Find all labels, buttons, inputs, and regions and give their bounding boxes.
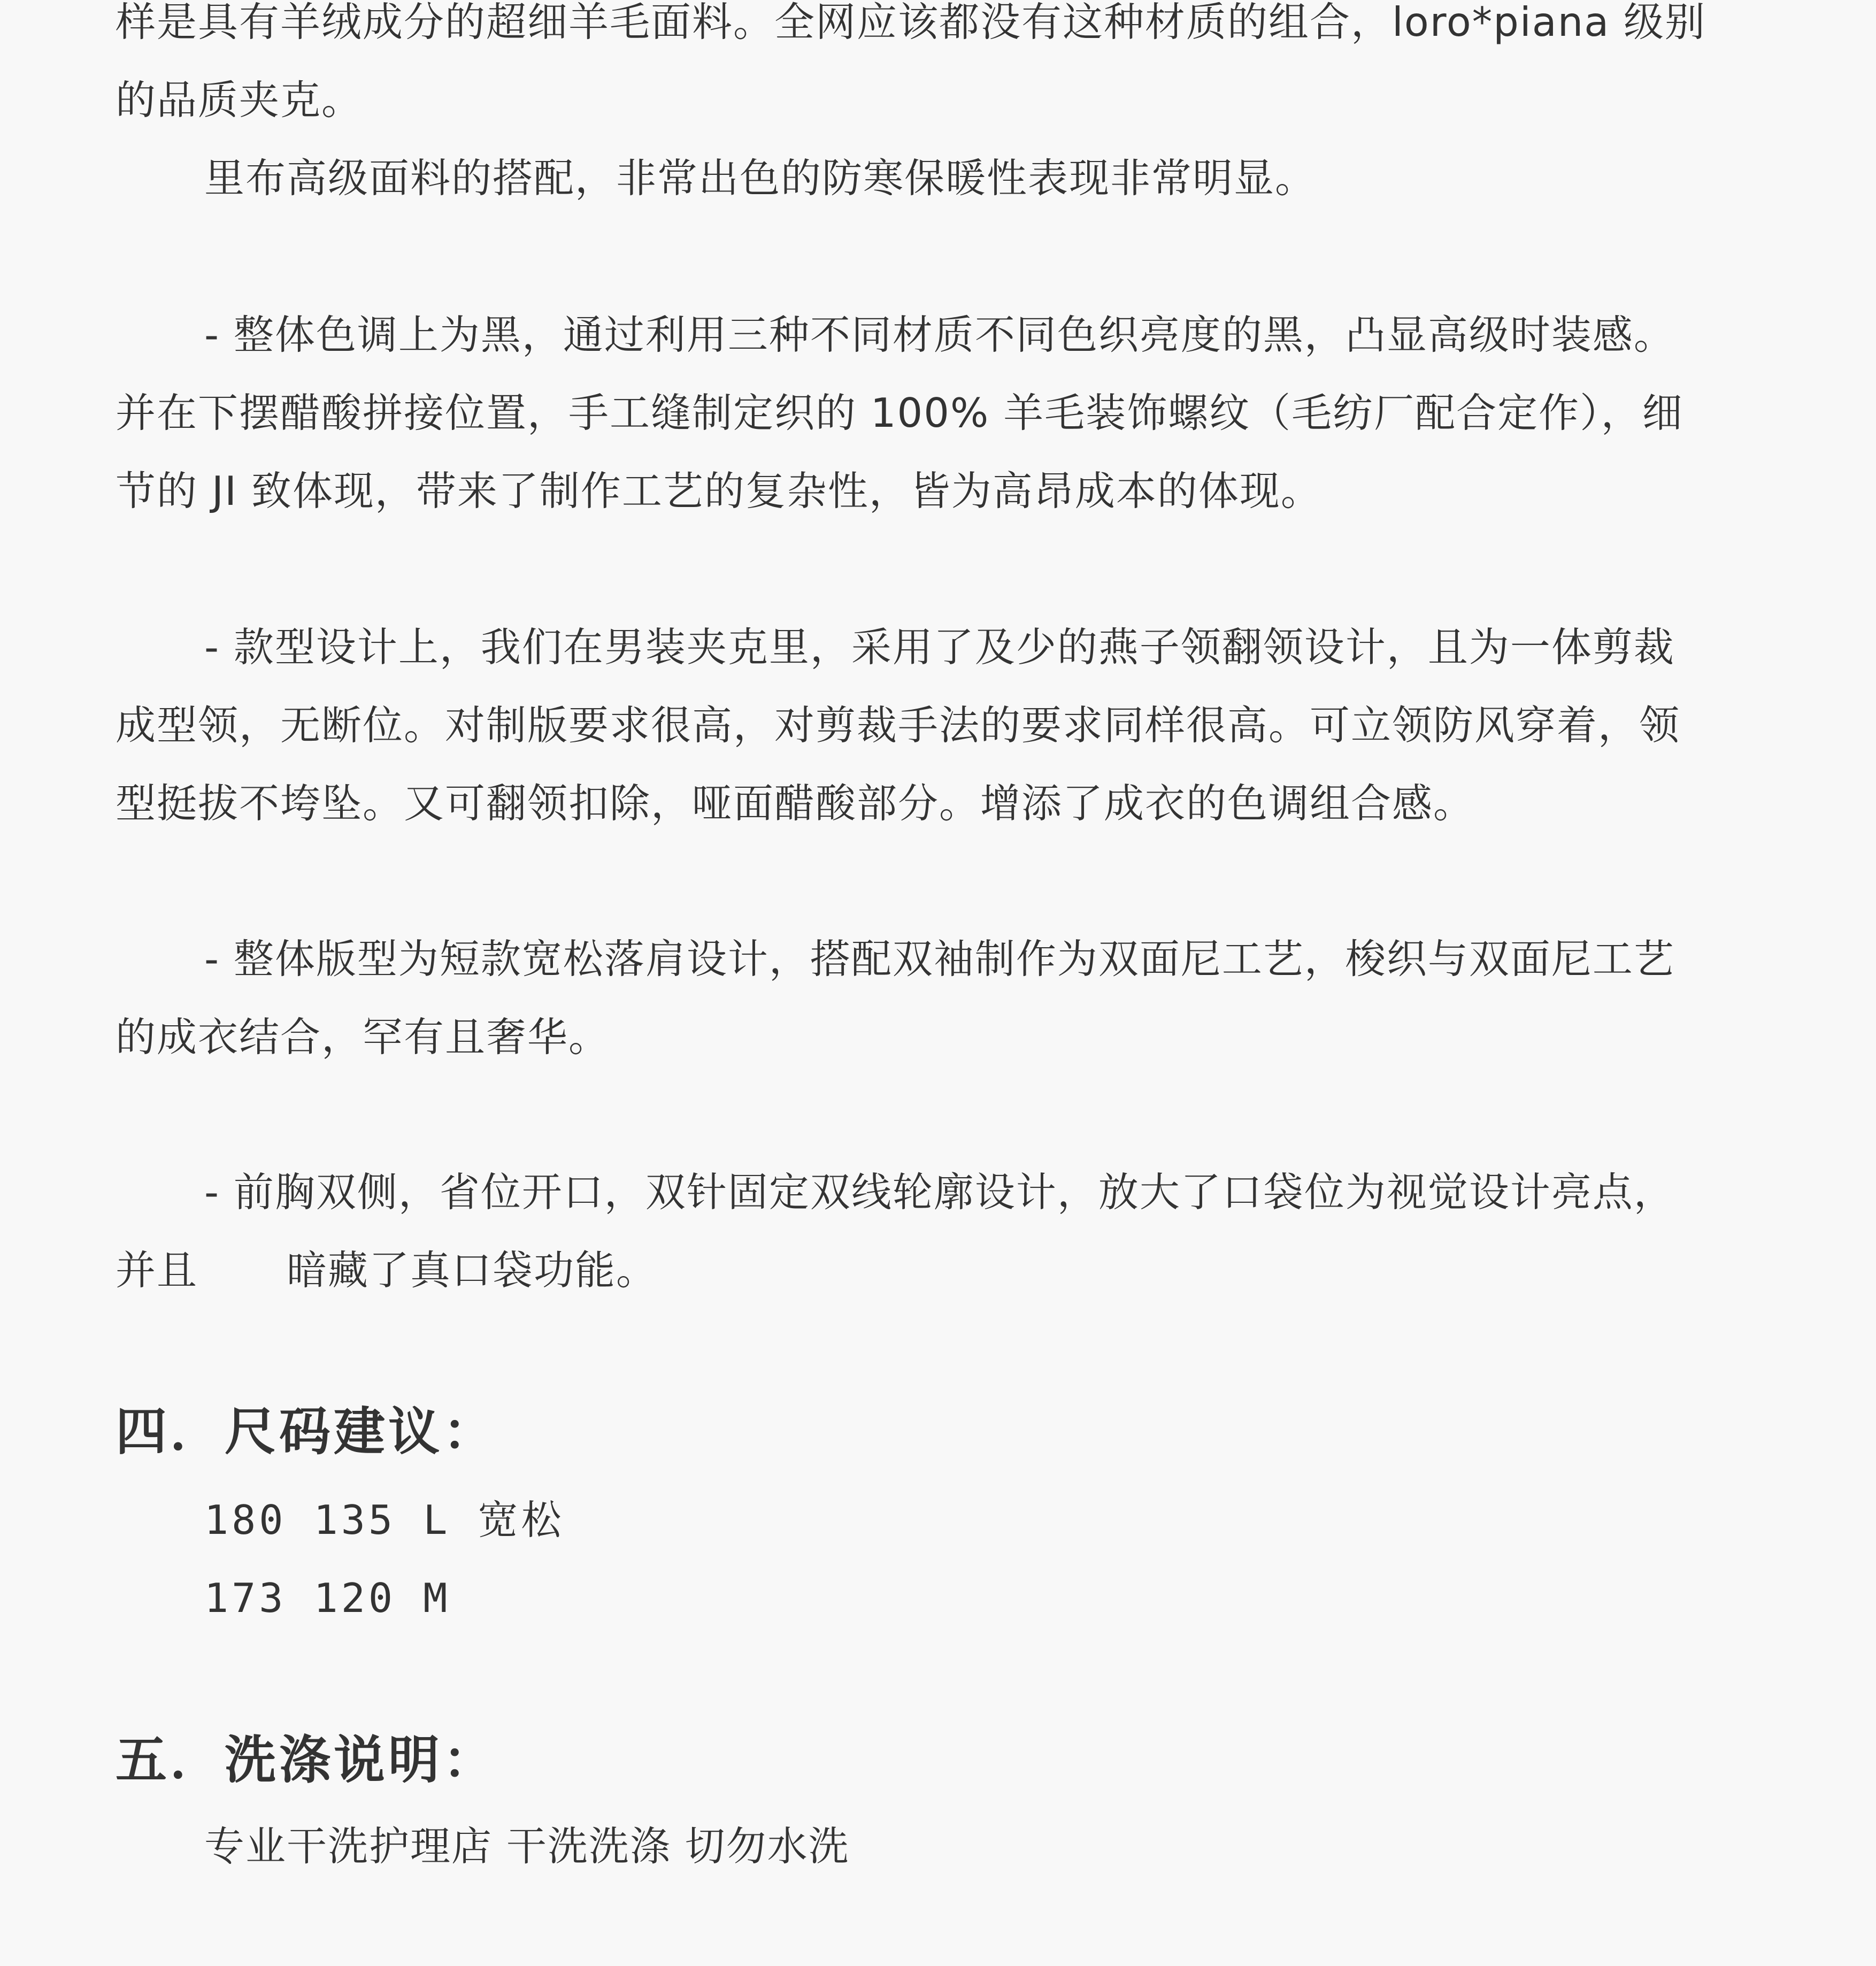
text-line: 并在下摆醋酸拼接位置，手工缝制定织的 100% 羊毛装饰螺纹（毛纺厂配合定作），细 bbox=[116, 389, 1683, 436]
text-line bbox=[116, 1231, 1816, 1309]
text-segment: 暗藏了真口袋功能。 bbox=[287, 1247, 658, 1294]
size-row: 173 120 M bbox=[204, 1575, 451, 1622]
bullet-paragraph-pocket bbox=[116, 1153, 1816, 1309]
size-row: 180 135 L 宽松 bbox=[204, 1496, 565, 1543]
text-line: 节的 JI 致体现，带来了制作工艺的复杂性，皆为高昂成本的体现。 bbox=[116, 467, 1322, 514]
intro-paragraph bbox=[116, 0, 1816, 217]
text-line: 的品质夹克。 bbox=[116, 76, 363, 124]
text-segment: 并且 bbox=[116, 1247, 198, 1294]
bullet-paragraph-collar bbox=[116, 608, 1816, 842]
text-line: 成型领，无断位。对制版要求很高，对剪裁手法的要求同样很高。可立领防风穿着，领 bbox=[116, 702, 1681, 749]
text-line: 里布高级面料的搭配，非常出色的防寒保暖性表现非常明显。 bbox=[204, 155, 1317, 202]
text-line: 样是具有羊绒成分的超细羊毛面料。全网应该都没有这种材质的组合，loro*piana 级别 bbox=[116, 0, 1706, 45]
text-line: - 整体版型为短款宽松落肩设计，搭配双袖制作为双面尼工艺，梭织与双面尼工艺 bbox=[204, 935, 1675, 982]
bullet-paragraph-color bbox=[116, 296, 1816, 530]
text-line: 的成衣结合，罕有且奢华。 bbox=[116, 1013, 610, 1061]
wash-instructions: 专业干洗护理店 干洗洗涤 切勿水洗 bbox=[204, 1823, 850, 1870]
size-section-heading: 四．尺码建议： bbox=[116, 1402, 497, 1462]
text-line: - 前胸双侧，省位开口，双针固定双线轮廓设计，放大了口袋位为视觉设计亮点， bbox=[204, 1169, 1675, 1216]
text-line: - 整体色调上为黑，通过利用三种不同材质不同色织亮度的黑，凸显高级时装感。 bbox=[204, 311, 1675, 358]
bullet-paragraph-fit bbox=[116, 920, 1816, 1076]
text-line: 型挺拔不垮坠。又可翻领扣除，哑面醋酸部分。增添了成衣的色调组合感。 bbox=[116, 780, 1475, 827]
wash-section-heading: 五．洗涤说明： bbox=[116, 1730, 497, 1790]
text-line: - 款型设计上，我们在男装夹克里，采用了及少的燕子领翻领设计，且为一体剪裁 bbox=[204, 624, 1675, 671]
